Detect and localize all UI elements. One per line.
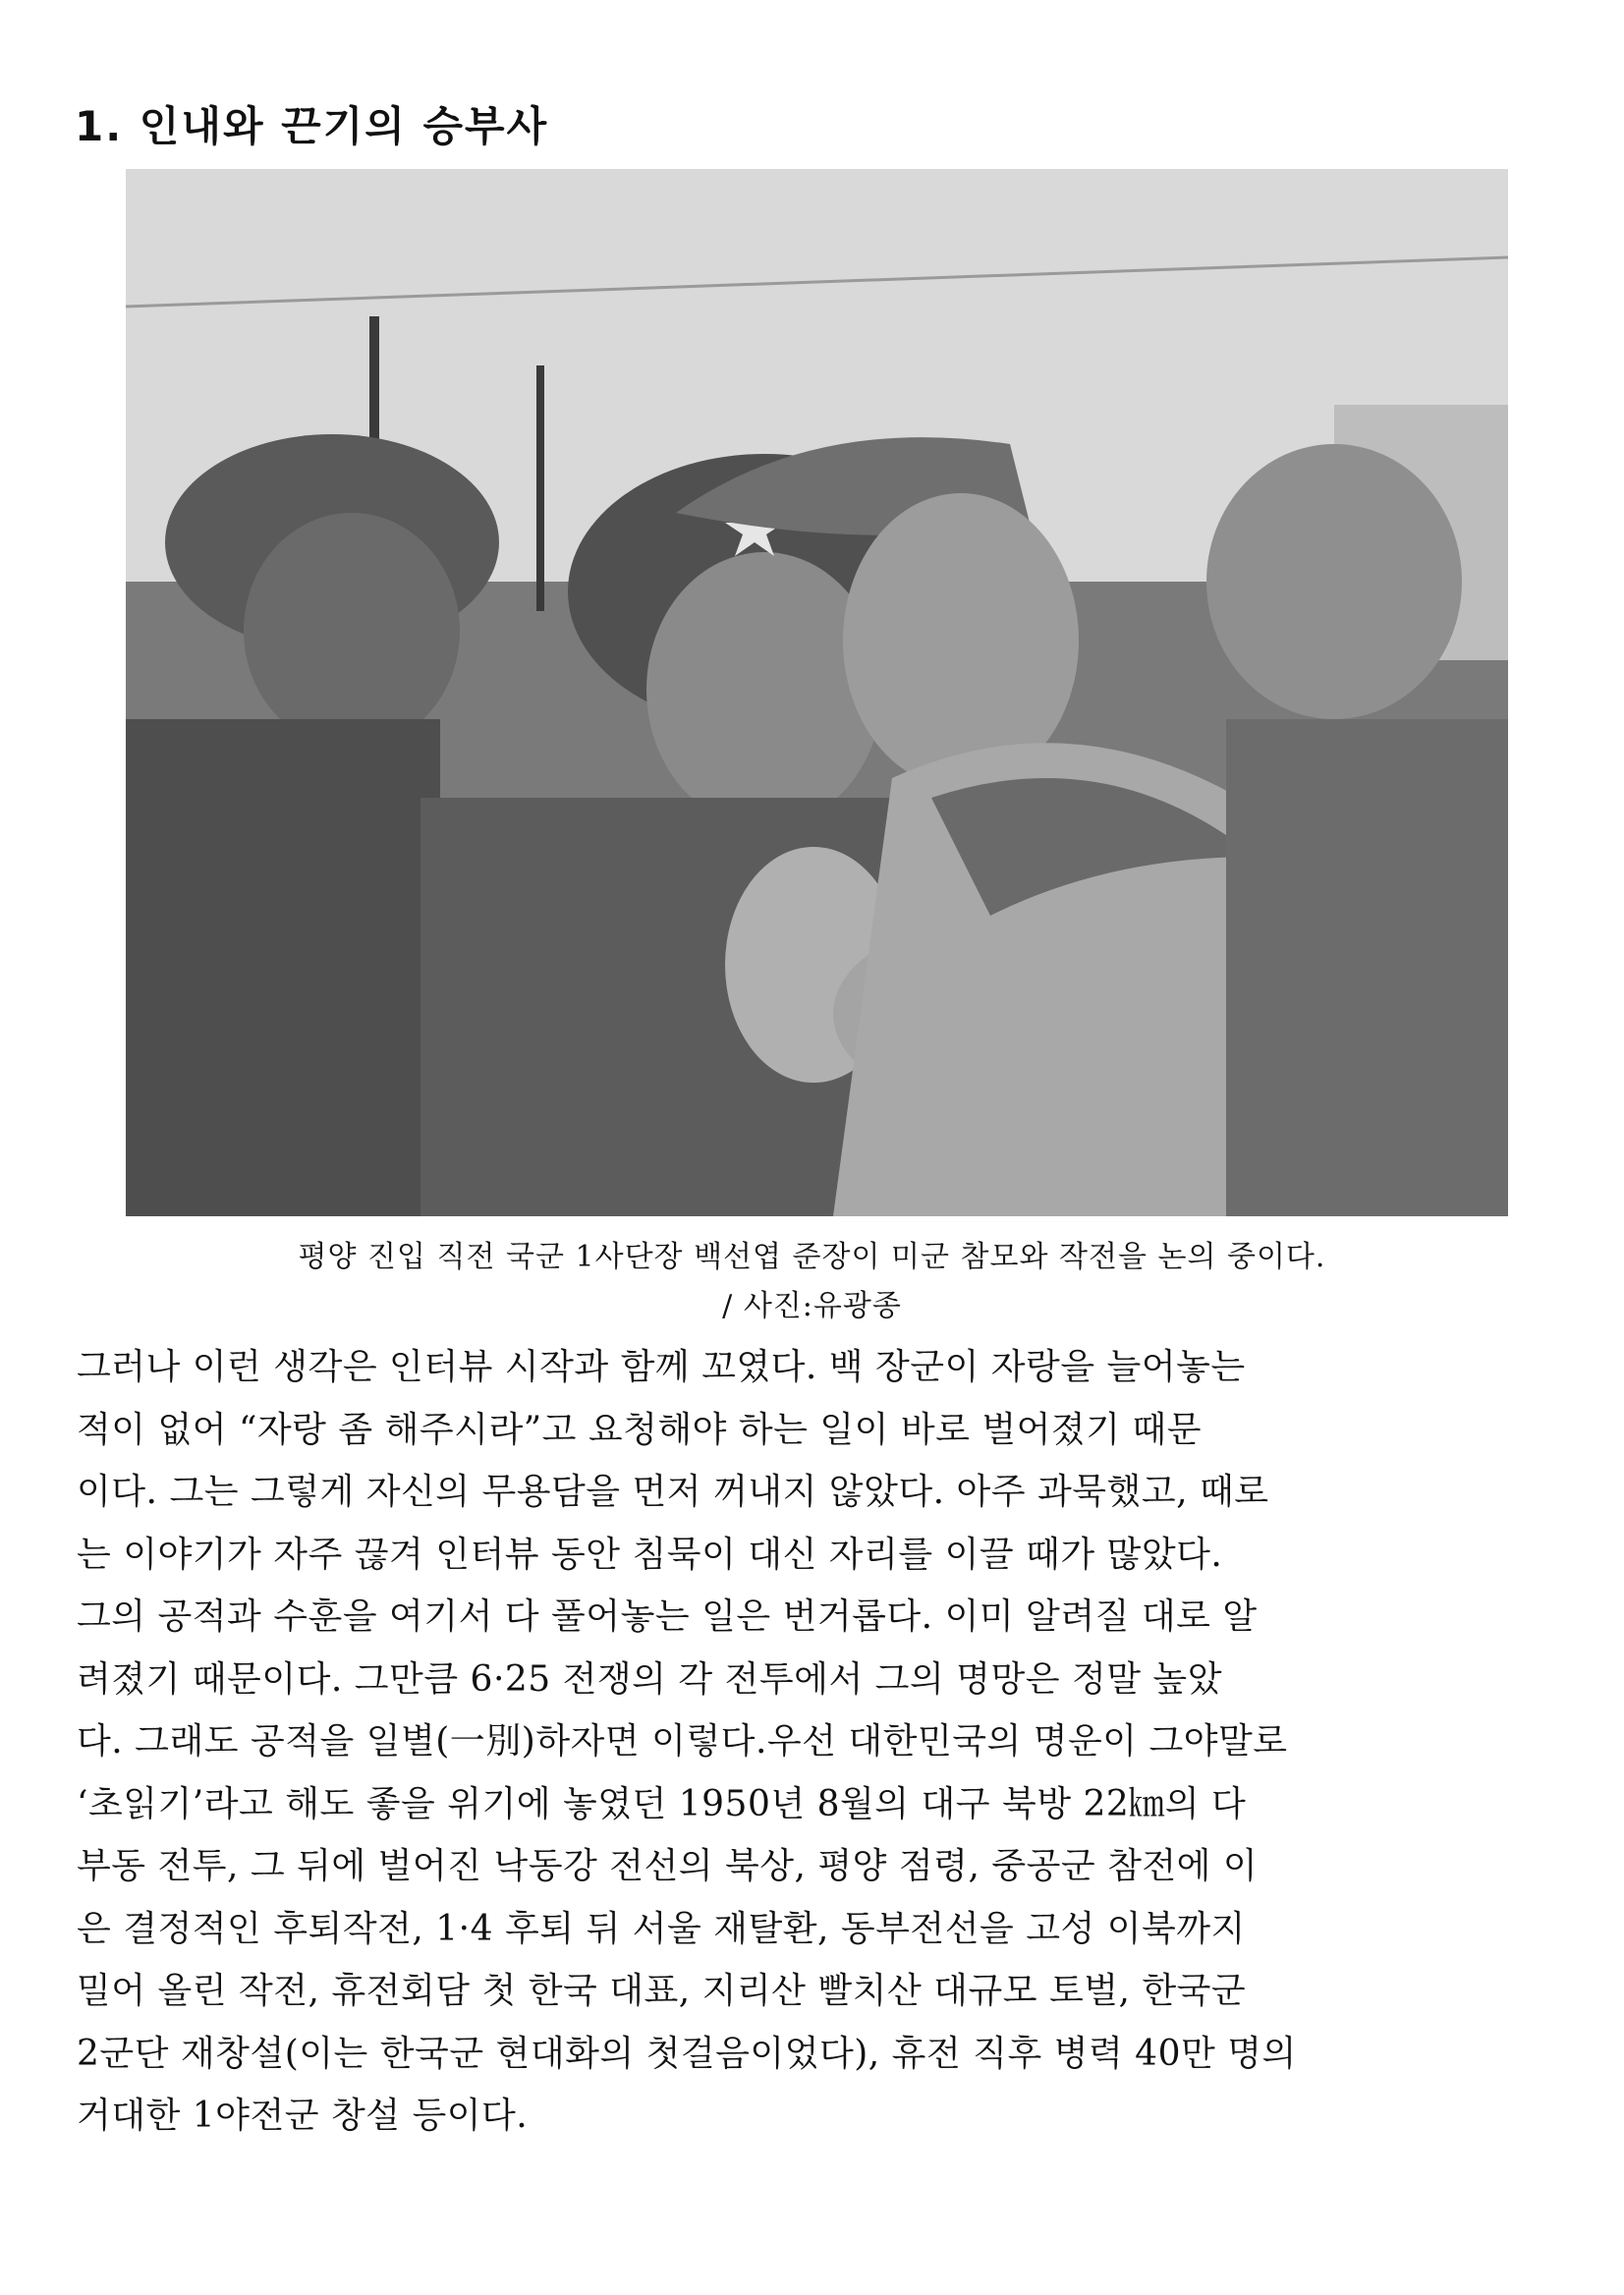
paragraph2-line: 그의 공적과 수훈을 여기서 다 풀어놓는 일은 번거롭다. 이미 알려질 대로 알 — [77, 1596, 1258, 1637]
paragraph2-line: 부동 전투, 그 뒤에 벌어진 낙동강 전선의 북상, 평양 점령, 중공군 참전에 이 — [77, 1846, 1259, 1886]
paragraph1-line: 적이 없어 “자랑 좀 해주시라”고 요청해야 하는 일이 바로 벌어졌기 때문 — [77, 1409, 1202, 1450]
paragraph1-line: 그러나 이런 생각은 인터뷰 시작과 함께 꼬였다. 백 장군이 자랑을 늘어놓는 — [77, 1347, 1246, 1387]
photo-illustration — [126, 169, 1508, 1216]
paragraph1-line: 이다. 그는 그렇게 자신의 무용담을 먼저 꺼내지 않았다. 아주 과묵했고, 때로 — [77, 1472, 1269, 1512]
photo-caption: 평양 진입 직전 국군 1사단장 백선엽 준장이 미군 참모와 작전을 논의 중이다. — [298, 1240, 1326, 1274]
paragraph2-line: ‘초읽기’라고 해도 좋을 위기에 놓였던 1950년 8월의 대구 북방 22㎞의 다 — [77, 1783, 1247, 1824]
historical-photo — [126, 169, 1508, 1216]
paragraph1-line: 는 이야기가 자주 끊겨 인터뷰 동안 침묵이 대신 자리를 이끌 때가 많았다. — [77, 1534, 1223, 1575]
paragraph2-line: 거대한 1야전군 창설 등이다. — [77, 2096, 529, 2136]
paragraph2-line: 다. 그래도 공적을 일별(一別)하자면 이렇다.우선 대한민국의 명운이 그야말로 — [77, 1721, 1288, 1762]
page-title: 1. 인내와 끈기의 승부사 — [75, 102, 549, 150]
paragraph2-line: 2군단 재창설(이는 한국군 현대화의 첫걸음이었다), 휴전 직후 병력 40만 명의 — [77, 2033, 1297, 2074]
paragraph2-line: 려졌기 때문이다. 그만큼 6·25 전쟁의 각 전투에서 그의 명망은 정말 높았 — [77, 1658, 1222, 1700]
article-body — [77, 1336, 1550, 2148]
photo-credit: / 사진:유광종 — [722, 1289, 902, 1323]
paragraph2-line: 은 결정적인 후퇴작전, 1·4 후퇴 뒤 서울 재탈환, 동부전선을 고성 이북까지 — [77, 1908, 1246, 1949]
paragraph2-line: 밀어 올린 작전, 휴전회담 첫 한국 대표, 지리산 빨치산 대규모 토벌, 한국군 — [77, 1971, 1247, 2011]
